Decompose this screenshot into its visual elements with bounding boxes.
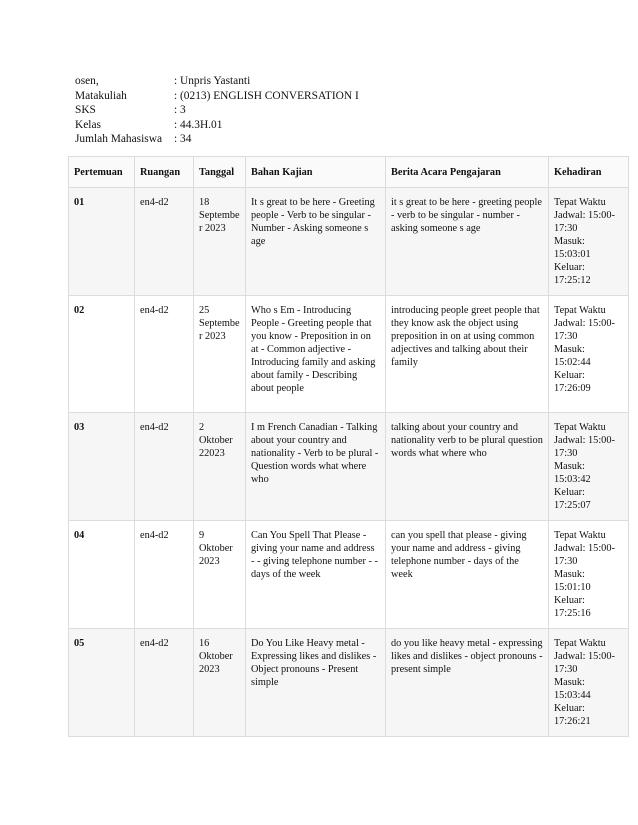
cell-kehadiran [549,188,629,296]
cell-pertemuan: 05 [69,629,135,737]
info-value: : 44.3H.01 [174,118,223,131]
cell-tanggal: 16 Oktober 2023 [194,629,246,737]
kehadiran-keluar: Keluar: 17:25:12 [554,262,591,286]
cell-kehadiran [549,521,629,629]
cell-ruangan: en4-d2 [135,296,194,413]
cell-bahan-kajian: Who s Em - Introducing People - Greeting people that you know - Preposition in on at - Common adjective - Introducing family and asking about family - Describing about people [246,296,386,413]
table-row [69,296,629,413]
info-row-sks [75,103,359,118]
table-row [69,413,629,521]
kehadiran-status: Tepat Waktu [554,530,606,541]
info-row-kelas [75,118,359,133]
cell-bahan-kajian: Do You Like Heavy metal - Expressing likes and dislikes - Object pronouns - Present simple [246,629,386,737]
kehadiran-status: Tepat Waktu [554,197,606,208]
info-row-matakuliah [75,89,359,104]
cell-ruangan: en4-d2 [135,413,194,521]
course-info [75,74,359,147]
cell-kehadiran [549,629,629,737]
kehadiran-masuk: Masuk: 15:03:42 [554,461,591,485]
kehadiran-status: Tepat Waktu [554,638,606,649]
table-row [69,188,629,296]
info-value: : Unpris Yastanti [174,75,251,87]
column-header-ruangan: Ruangan [135,157,194,188]
cell-pertemuan: 03 [69,413,135,521]
cell-berita-acara: can you spell that please - giving your name and address - giving telephone number - days of the week [386,521,549,629]
info-label: osen, [75,75,99,87]
column-header-pertemuan: Pertemuan [69,157,135,188]
info-row-dosen [75,74,359,89]
kehadiran-jadwal: Jadwal: 15:00-17:30 [554,210,615,234]
cell-berita-acara: talking about your country and nationality verb to be plural question words what where who [386,413,549,521]
cell-tanggal: 25 September 2023 [194,296,246,413]
cell-kehadiran [549,413,629,521]
info-label: Jumlah Mahasiswa [75,133,162,146]
cell-tanggal: 18 September 2023 [194,188,246,296]
info-label: Kelas [75,118,101,131]
info-value: : 34 [174,133,192,146]
table-row [69,521,629,629]
attendance-table [68,156,629,737]
kehadiran-keluar: Keluar: 17:26:09 [554,370,591,394]
cell-tanggal: 9 Oktober 2023 [194,521,246,629]
kehadiran-masuk: Masuk: 15:01:10 [554,569,591,593]
cell-pertemuan: 02 [69,296,135,413]
kehadiran-keluar: Keluar: 17:25:07 [554,487,591,511]
kehadiran-status: Tepat Waktu [554,305,606,316]
cell-pertemuan: 04 [69,521,135,629]
kehadiran-masuk: Masuk: 15:03:44 [554,677,591,701]
kehadiran-status: Tepat Waktu [554,422,606,433]
kehadiran-keluar: Keluar: 17:26:21 [554,703,591,727]
info-value: : (0213) ENGLISH CONVERSATION I [174,89,359,102]
cell-berita-acara: introducing people greet people that they know ask the object using preposition in on at using common adjectives and talking about their family [386,296,549,413]
cell-ruangan: en4-d2 [135,629,194,737]
kehadiran-jadwal: Jadwal: 15:00-17:30 [554,543,615,567]
kehadiran-keluar: Keluar: 17:25:16 [554,595,591,619]
kehadiran-masuk: Masuk: 15:02:44 [554,344,591,368]
cell-berita-acara: it s great to be here - greeting people - verb to be singular - number - asking someone s age [386,188,549,296]
table-header-row [69,157,629,188]
kehadiran-jadwal: Jadwal: 15:00-17:30 [554,435,615,459]
kehadiran-jadwal: Jadwal: 15:00-17:30 [554,651,615,675]
info-label: Matakuliah [75,89,127,102]
column-header-tanggal: Tanggal [194,157,246,188]
cell-berita-acara: do you like heavy metal - expressing likes and dislikes - object pronouns - present simple [386,629,549,737]
table-row [69,629,629,737]
cell-bahan-kajian: Can You Spell That Please - giving your name and address - - giving telephone number - - days of the week [246,521,386,629]
info-value: : 3 [174,104,186,117]
info-row-jumlah-mahasiswa [75,132,359,147]
cell-kehadiran [549,296,629,413]
cell-bahan-kajian: I m French Canadian - Talking about your country and nationality - Verb to be plural - Question words what where who [246,413,386,521]
cell-ruangan: en4-d2 [135,188,194,296]
info-label: SKS [75,104,96,117]
cell-pertemuan: 01 [69,188,135,296]
cell-ruangan: en4-d2 [135,521,194,629]
kehadiran-masuk: Masuk: 15:03:01 [554,236,591,260]
cell-bahan-kajian: It s great to be here - Greeting people - Verb to be singular - Number - Asking someone s age [246,188,386,296]
column-header-kehadiran: Kehadiran [549,157,629,188]
column-header-berita-acara: Berita Acara Pengajaran [386,157,549,188]
cell-tanggal: 2 Oktober 22023 [194,413,246,521]
column-header-bahan-kajian: Bahan Kajian [246,157,386,188]
kehadiran-jadwal: Jadwal: 15:00-17:30 [554,318,615,342]
